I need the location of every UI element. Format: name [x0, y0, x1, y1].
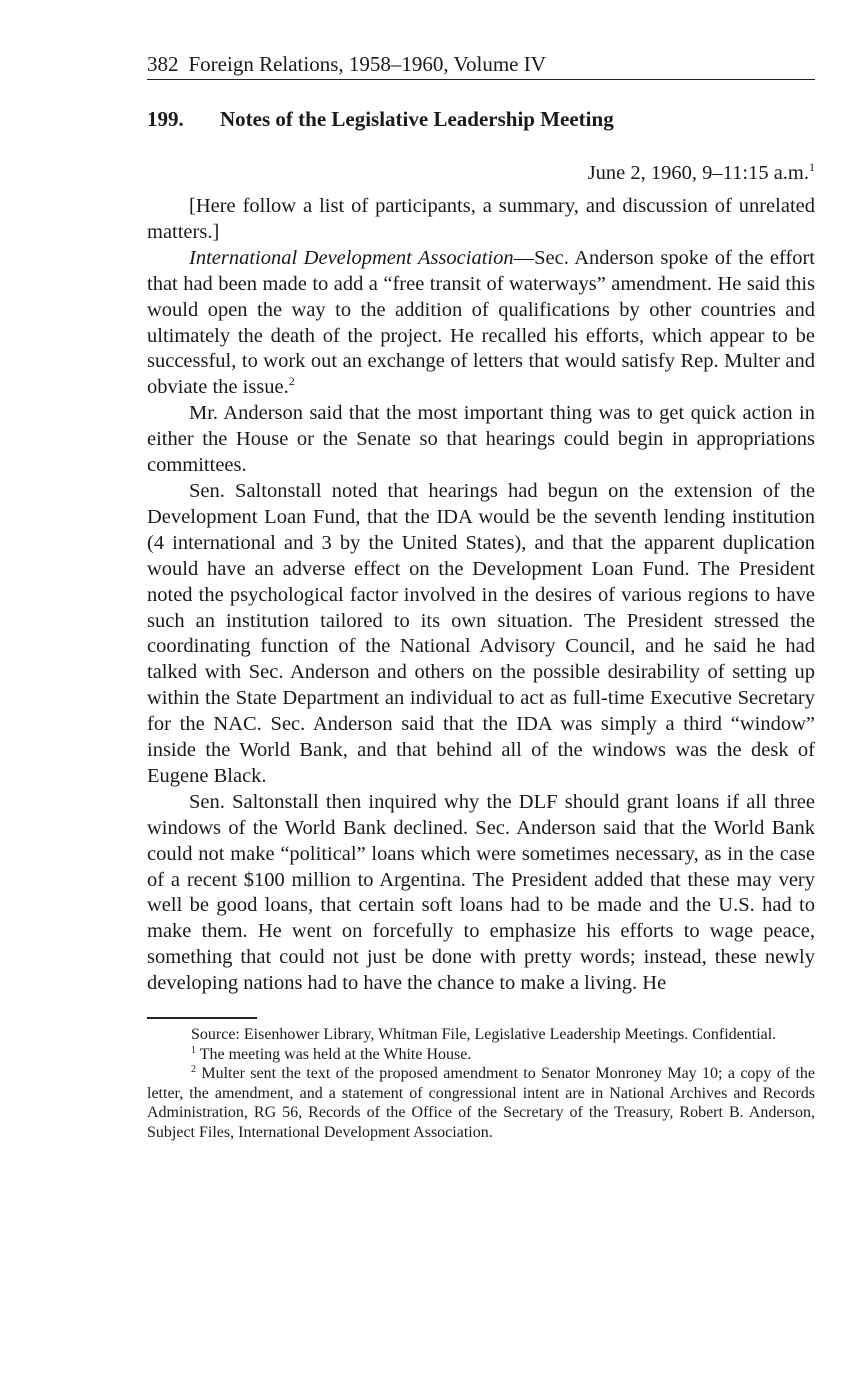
footnote-ref-2: 2	[288, 374, 295, 389]
footnote-1	[147, 1045, 815, 1065]
footnote-2-marker: 2	[191, 1064, 196, 1076]
paragraph-5: Sen. Saltonstall then inquired why the DLF should grant loans if all three windows of the World Bank declined. Sec. Anderson said that the World Bank could not make “political” loans which were sometimes necessary, as in the case of a recent $100 million to Argentina. The President added that these may very well be good loans, that certain soft loans had to be made and the U.S. had to make them. He went on forcefully to emphasize his efforts to wage peace, something that could not just be done with pretty words; instead, these newly developing nations had to have the chance to make a living. He	[147, 790, 815, 995]
footnote-source: Source: Eisenhower Library, Whitman File, Legislative Leadership Meetings. Confidential.	[191, 1026, 777, 1044]
document-number: 199.	[147, 107, 184, 131]
volume-title: Foreign Relations, 1958–1960, Volume IV	[188, 52, 546, 76]
running-head	[147, 50, 815, 80]
paragraph-3: Mr. Anderson said that the most important thing was to get quick action in either the House or the Senate so that hearings could begin in appropriations committees.	[147, 402, 815, 477]
footnote-1-text: The meeting was held at the White House.	[199, 1045, 472, 1063]
footnote-2	[147, 1064, 815, 1142]
footnote-ref-1: 1	[809, 160, 815, 174]
footnote-1-marker: 1	[191, 1044, 196, 1056]
page-number: 382	[147, 52, 179, 76]
paragraph-2-lead: International Development Association	[189, 246, 514, 269]
dateline	[147, 159, 815, 187]
footnote-2-text: Multer sent the text of the proposed amendment to Senator Monroney May 10; a copy of the letter, the amendment, and a statement of congressional intent are in National Archives and Records Administration, RG 56, Records of the Office of the Secretary of the Treasury, Robert B. Anderson, Subject Files, International Development Association.	[147, 1065, 816, 1141]
dateline-text: June 2, 1960, 9–11:15 a.m.	[587, 162, 809, 184]
document-page	[147, 50, 815, 1142]
paragraph-4: Sen. Saltonstall noted that hearings had begun on the extension of the Development Loan Fund, that the IDA would be the seventh lending institution (4 international and 3 by the United States), and that the apparent duplication would have an adverse effect on the Development Loan Fund. The President noted the psychological factor involved in the desires of various regions to have such an institution tailored to its own situation. The President stressed the coordinating function of the National Advisory Council, and he said he had talked with Sec. Anderson and others on the possible desirability of setting up within the State Department an individual to act as full-time Executive Secretary for the NAC. Sec. Anderson said that the IDA was simply a third “window” inside the World Bank, and that behind all of the windows was the desk of Eugene Black.	[147, 479, 815, 787]
document-heading	[147, 105, 815, 133]
paragraph-2-text: —Sec. Anderson spoke of the effort that had been made to add a “free transit of waterways” amendment. He said this would open the way to the addition of qualifications by other countries and ultimately the death of the project. He recalled his efforts, which appear to be successful, to work out an exchange of letters that would satisfy Rep. Multer and obviate the issue.	[147, 246, 816, 399]
footnote-divider	[147, 1017, 257, 1019]
footnotes	[147, 1025, 815, 1142]
body-text	[147, 194, 815, 997]
paragraph-1: [Here follow a list of participants, a summary, and discussion of unrelated matters.]	[147, 195, 815, 243]
document-title: Notes of the Legislative Leadership Meeting	[220, 107, 614, 131]
paragraph-2	[147, 246, 815, 401]
